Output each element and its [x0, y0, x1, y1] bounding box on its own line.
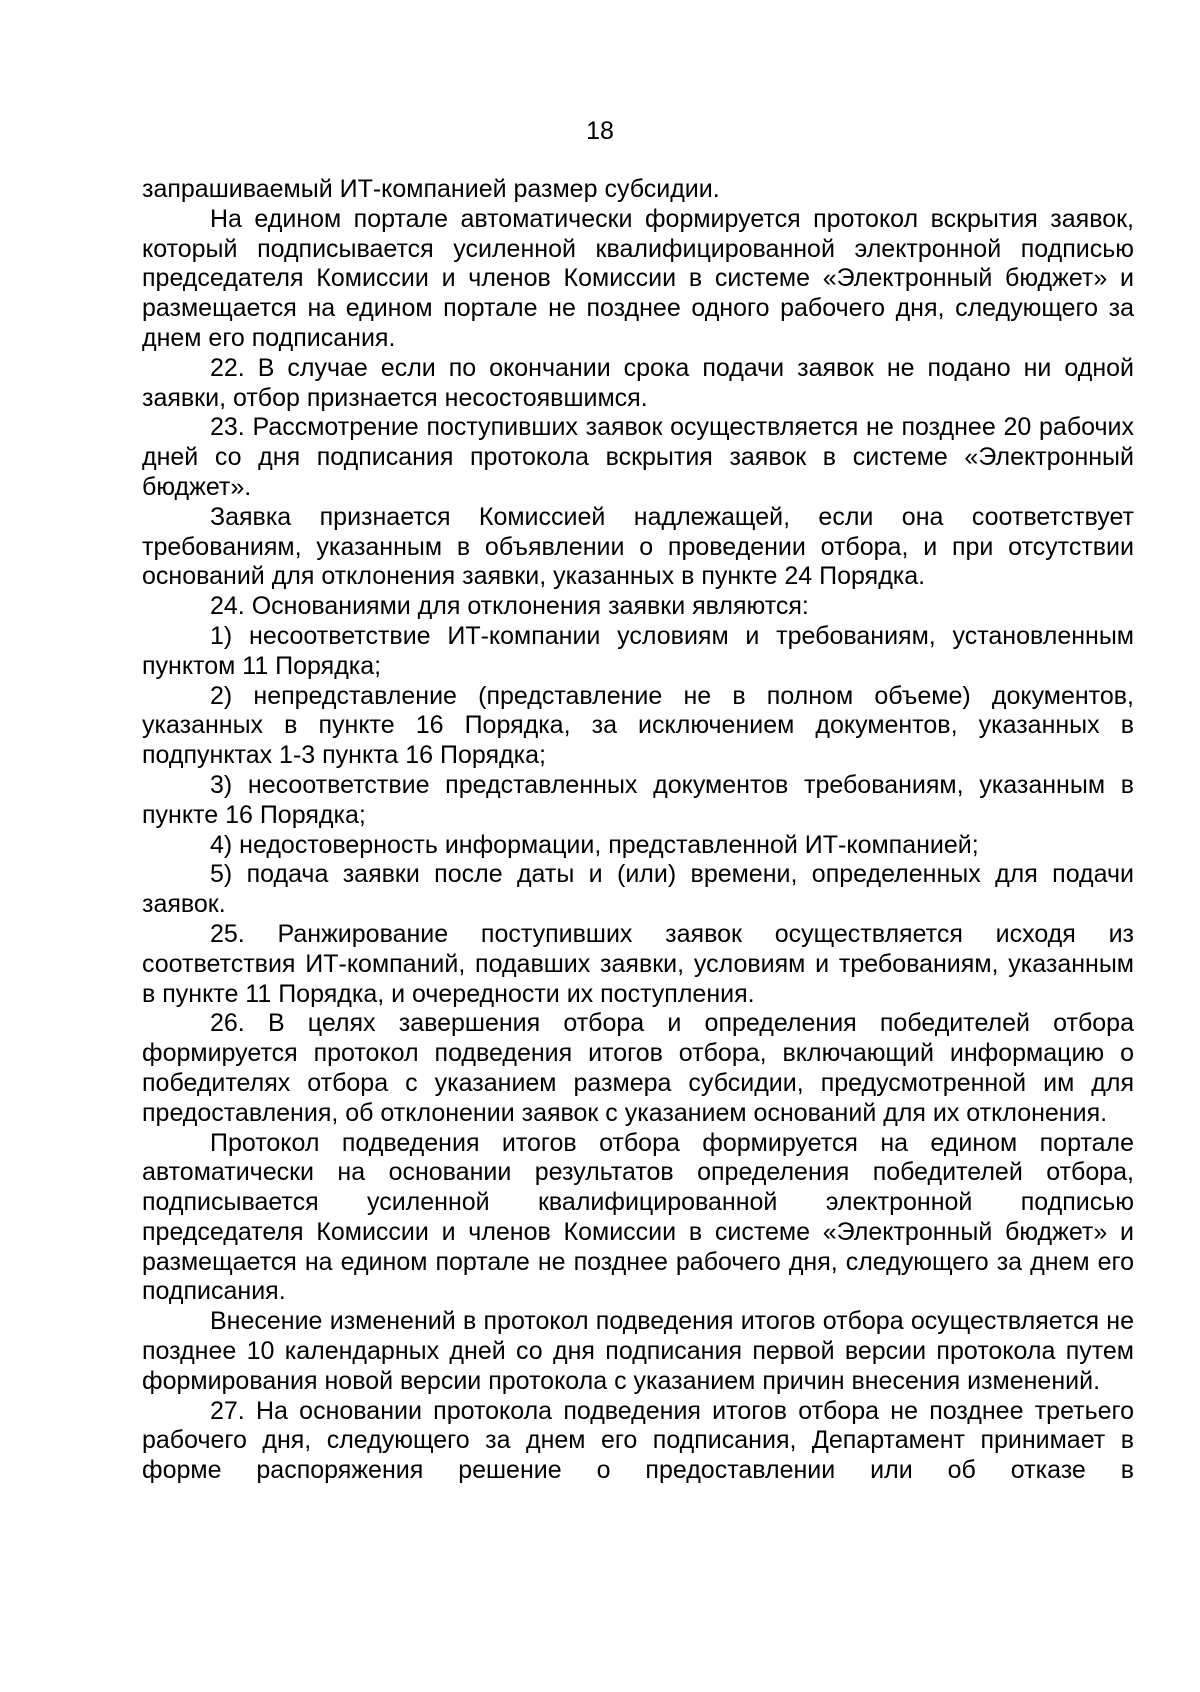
page-number: 18: [586, 117, 614, 145]
paragraph-23: 23. Рассмотрение поступивших заявок осуществляется не позднее 20 рабочих дней со дня подписания протокола вскрытия заявок в системе «Электронный бюджет».: [142, 413, 1134, 501]
paragraph-application-proper: Заявка признается Комиссией надлежащей, если она соответствует требованиям, указанным в объявлении о проведении отбора, и при отсутствии оснований для отклонения заявки, указанных в пункте 24 Порядка.: [142, 502, 1134, 591]
list-item-24-3: 3) несоответствие представленных документов требованиям, указанным в пункте 16 Порядка;: [142, 770, 1134, 829]
list-item-24-4: 4) недостоверность информации, представленной ИТ-компанией;: [210, 830, 979, 859]
paragraph-results-protocol: Протокол подведения итогов отбора формируется на едином портале автоматически на основании результатов определения победителей отбора, подписывается усиленной квалифицированной электронной подписью председателя Комиссии и членов Комиссии в системе «Электронный бюджет» и размещается на едином портале не позднее рабочего дня, следующего за днем его подписания.: [142, 1128, 1134, 1306]
paragraph-24: 24. Основаниями для отклонения заявки являются:: [210, 592, 809, 621]
paragraph-22: 22. В случае если по окончании срока подачи заявок не подано ни одной заявки, отбор признается несостоявшимся.: [142, 353, 1134, 412]
paragraph-continuation: запрашиваемый ИТ-компанией размер субсидии.: [142, 175, 720, 203]
document-body: [142, 175, 1134, 1486]
paragraph-opening-protocol: На едином портале автоматически формируется протокол вскрытия заявок, который подписывается усиленной квалифицированной электронной подписью председателя Комиссии и членов Комиссии в системе «Электронный бюджет» и размещается на едином портале не позднее одного рабочего дня, следующего за днем его подписания.: [142, 204, 1134, 352]
paragraph-protocol-amendments: Внесение изменений в протокол подведения итогов отбора осуществляется не позднее 10 календарных дней со дня подписания первой версии протокола путем формирования новой версии протокола с указанием причин внесения изменений.: [142, 1307, 1134, 1395]
paragraph-25: 25. Ранжирование поступивших заявок осуществляется исходя из соответствия ИТ-компаний, подавших заявки, условиям и требованиям, указанным в пункте 11 Порядка, и очередности их поступления.: [142, 919, 1134, 1008]
list-item-24-1: 1) несоответствие ИТ-компании условиям и требованиям, установленным пунктом 11 Порядка;: [142, 621, 1134, 680]
list-item-24-2: 2) непредставление (представление не в полном объеме) документов, указанных в пункте 16 Порядка, за исключением документов, указанных в подпунктах 1-3 пункта 16 Порядка;: [142, 681, 1134, 770]
list-item-24-5: 5) подача заявки после даты и (или) времени, определенных для подачи заявок.: [142, 860, 1134, 919]
paragraph-26: 26. В целях завершения отбора и определения победителей отбора формируется протокол подведения итогов отбора, включающий информацию о победителях отбора с указанием размера субсидии, предусмотренной им для предоставления, об отклонении заявок с указанием оснований для их отклонения.: [142, 1009, 1134, 1127]
paragraph-27: 27. На основании протокола подведения итогов отбора не позднее третьего рабочего дня, следующего за днем его подписания, Департамент принимает в форме распоряжения решение о предоставлении или об отказе в: [142, 1396, 1134, 1485]
